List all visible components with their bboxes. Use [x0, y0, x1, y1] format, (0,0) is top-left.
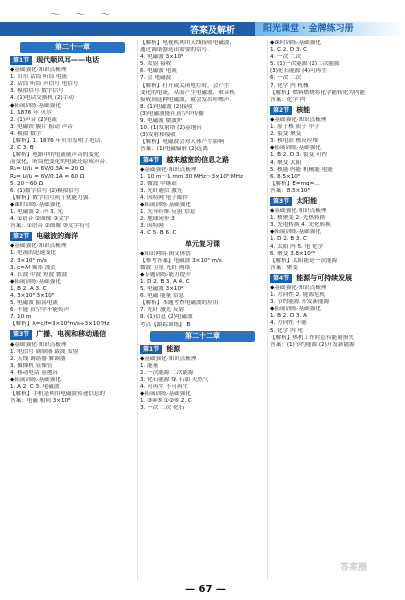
- text-line: 2. 微波 中继站: [140, 180, 177, 187]
- text-line: 4. 移动电话 基地台: [10, 369, 59, 376]
- text-line: 通过调谐器选出需要的信号.: [140, 47, 209, 54]
- text-line: 5. 核能 内能 机械能 电能: [270, 166, 333, 173]
- text-line: ◆基础强化·知识点梳理: [270, 285, 327, 291]
- section-tag: 第3节: [10, 330, 32, 339]
- text-line: 1. 1876 年 贝尔: [10, 109, 52, 116]
- column-1: [10, 40, 135, 580]
- text-line: 3. 一次 二次 化石: [140, 405, 185, 412]
- text-line: 1. B 2. D 3. 裂变 可控: [270, 152, 328, 159]
- text-line: 【解析】λ=c/f=3×10⁸m/s÷3×10⁷Hz: [10, 321, 110, 328]
- text-line: 6. 一次 二次: [270, 75, 302, 82]
- text-line: ◆基础强化·知识点梳理: [10, 243, 67, 250]
- section-title: 现代顺风耳——电话: [36, 56, 100, 64]
- text-line: 【解析】电磁波会对人体产生影响: [140, 139, 224, 146]
- text-line: ◆拓展训练·基础强化: [270, 229, 321, 236]
- text-line: 【解析】太阳能是一次能源: [270, 257, 338, 264]
- column-3: [270, 40, 398, 580]
- text-line: ◆拓展训练·基础强化: [270, 145, 321, 152]
- text-line: 答案：聚变: [270, 264, 298, 271]
- text-line: 1. 贝尔 话筒 听筒 电流: [10, 74, 68, 81]
- text-line: 7. 光纤 激光 反射: [140, 307, 185, 314]
- text-line: ◆基础强化·知识点梳理: [270, 208, 327, 215]
- section-body: [10, 67, 135, 230]
- column-divider: [267, 40, 268, 580]
- text-line: 4. 方向性 不能: [270, 320, 307, 327]
- text-line: 7. 10 m: [10, 314, 32, 321]
- text-line: 6. (1)数字信号 (2)模拟信号: [10, 187, 80, 194]
- page-number: — 67 —: [185, 584, 226, 595]
- text-line: 2. 裂变 聚变: [270, 131, 302, 138]
- text-line: 1. D 2. B 3. A 4. C: [140, 279, 190, 285]
- text-line: 1. A 2. C 3. 电磁波: [10, 384, 60, 391]
- section-tag: 第3节: [270, 197, 292, 206]
- text-line: ◆拓展训练·基础强化: [140, 391, 191, 398]
- text-line: 7. 会 电磁波: [140, 75, 172, 82]
- section-header: [270, 274, 398, 283]
- text-line: 3. c=λf 频率 波长: [10, 264, 57, 271]
- section-body: [140, 356, 265, 413]
- text-line: 2. 地球同步 3: [140, 216, 175, 223]
- header-left-title: 答案及解析: [190, 26, 236, 36]
- text-line: 4. 太阳 内 5. 电 化学: [270, 243, 324, 250]
- text-line: 10. (1)发射塔 (2)基地台: [140, 125, 202, 132]
- text-line: 2. 天线 调谐器 解调器: [10, 355, 66, 362]
- text-line: 答案：(1)节约能源 (2)开发新能源: [270, 341, 355, 348]
- section-body: [10, 243, 135, 328]
- text-line: 考点【跟踪训练】 B: [140, 321, 191, 328]
- text-line: 4. 3×10⁸ 3×10⁸: [10, 293, 55, 299]
- text-line: 1. D 2. B 3. C: [270, 236, 307, 243]
- text-line: 1. 电磁波 2. 声 3. 光: [10, 208, 63, 215]
- text-line: 8. (1)信息 (2)电磁波: [140, 314, 193, 321]
- text-line: 【解析】燃料燃烧将化学能转化为内能: [270, 89, 366, 96]
- section-tag: 第2节: [10, 232, 32, 241]
- text-line: 6. 聚变 3.8×10²⁶: [270, 250, 316, 257]
- chapter-heading: 第二十二章: [150, 331, 255, 342]
- section-body: [10, 342, 135, 406]
- text-line: 6. 电磁 能量 信息: [140, 293, 185, 300]
- text-line: ◆专题训练·能力提升: [140, 271, 191, 278]
- text-line: 1. 电流的迅速变化: [10, 250, 57, 257]
- text-line: 1. 10 m～1 mm 30 MHz～3×10⁵ MHz: [140, 173, 243, 180]
- section-body: [270, 285, 398, 349]
- text-line: ◆拓展训练·基础强化: [10, 278, 61, 285]
- text-line: 6. 电磁波 电流: [140, 68, 177, 75]
- text-line: 3. 光电转换 4. 光化转换: [270, 222, 331, 229]
- text-line: ◆拓展训练·基础强化: [140, 202, 191, 209]
- text-line: ◆拓展训练·基础强化: [10, 377, 61, 384]
- text-line: ◆课时训练·基础强化: [270, 40, 321, 46]
- text-line: ◆基础强化·知识点梳理: [10, 67, 67, 74]
- section-body: [140, 251, 265, 329]
- section-body: [140, 40, 265, 154]
- text-line: 【解析】电路中的电流随声音的变化: [10, 152, 100, 159]
- text-line: 9. 电磁波 微波炉: [140, 118, 183, 125]
- chapter-heading: 第二十一章: [20, 42, 125, 53]
- text-line: (3)发射和接收: [140, 132, 176, 139]
- text-line: 4. 长波 中波 短波 微波: [10, 271, 68, 278]
- text-line: ◆知识网络·图文体悟: [140, 250, 191, 257]
- section-body: [140, 167, 265, 238]
- text-line: 答案：电磁 相同 3×10⁸: [10, 398, 71, 405]
- text-line: 1. 电信号 调制器 载波 发射: [10, 348, 79, 355]
- text-line: 微波 卫星 光纤 网络: [140, 264, 191, 271]
- text-line: 1. 核聚变 2. 光热转换: [270, 215, 326, 222]
- text-line: 【解析】电视机利用天线接收电磁波,: [140, 40, 232, 46]
- section-tag: 第4节: [140, 156, 162, 165]
- section-title: 能源与可持续发展: [296, 273, 353, 282]
- section-header: [10, 330, 135, 339]
- text-line: 6. 8.5×10⁸: [270, 173, 301, 180]
- text-line: ◆基础强化·知识点梳理: [270, 116, 327, 123]
- text-line: 1. 光导纤维 反射 信息: [140, 209, 196, 216]
- text-line: 4. 模拟 数字: [10, 130, 42, 137]
- watermark: 答案圈: [340, 563, 368, 573]
- text-line: ◆基础强化·知识点梳理: [140, 166, 197, 173]
- column-divider: [137, 40, 138, 580]
- text-line: 答案：8.5×10⁸: [270, 187, 310, 194]
- section-title: 太阳能: [296, 196, 318, 205]
- text-line: 而变化，听筒把变化的电流还原成声音.: [10, 159, 107, 166]
- text-line: 【参考答案】电磁波 3×10⁸ m/s: [140, 257, 222, 264]
- text-line: 1. 方向性 2. 能源危机: [270, 292, 326, 299]
- text-line: 3. 摄像机 显像管: [10, 362, 53, 369]
- text-line: 4. 电磁波 3×10⁸: [140, 54, 184, 61]
- section-header: [10, 56, 135, 65]
- column-2: [140, 40, 265, 580]
- text-line: 5. 化学 内 电: [270, 327, 304, 334]
- section-header: [270, 106, 398, 115]
- section-title: 电磁波的海洋: [36, 232, 79, 241]
- text-line: 5. 发射 接收: [140, 61, 172, 68]
- text-line: 2. 一次能源 二次能源: [140, 369, 194, 376]
- text-line: 接收到这种电磁波，就会发出咔嚓声.: [140, 96, 232, 103]
- text-line: 5. (1)一次能源 (2)二次能源: [270, 61, 340, 68]
- section-tag: 第2节: [270, 106, 292, 115]
- section-title: 越来越宽的信息之路: [166, 155, 230, 164]
- text-line: R₁= U/I₁ = 6V/0.3A = 20 Ω: [10, 166, 85, 173]
- text-line: 【解析】本题考查电磁波的应用: [140, 300, 219, 307]
- section-tag: 第4节: [270, 274, 292, 283]
- text-line: 4. C 5. B 6. C: [140, 230, 177, 237]
- text-line: 4. 聚变 太阳: [270, 159, 302, 166]
- text-line: ◆拓展训练·基础强化: [10, 102, 61, 109]
- text-line: 4. 可再生 不可再生: [140, 384, 189, 391]
- section-tag: 第1节: [140, 345, 162, 354]
- text-line: 变化的电流，从而产生电磁波，收音机: [140, 89, 236, 96]
- section-body: [270, 117, 398, 195]
- text-line: 1. B 2. D 3. A: [270, 313, 307, 320]
- text-line: 【解析】1. 1876 年贝尔发明了电话.: [10, 138, 103, 145]
- review-title: 单元复习课: [185, 239, 220, 248]
- section-title: 广播、电视和移动通信: [36, 330, 107, 339]
- text-line: ◆拓展训练·基础强化: [270, 306, 321, 313]
- text-line: 3. 核电站 核反应堆: [270, 138, 319, 145]
- text-line: 答案：(1)电磁辐射 (2)远离: [140, 146, 208, 153]
- text-line: 4. ①语音 ②图像 ③文字: [10, 216, 70, 223]
- birds-decoration-icon: 〜 〜 〜: [50, 10, 117, 21]
- text-line: 【解析】热机工作时总有能量损失: [270, 334, 354, 341]
- text-line: 2. (1)声音 (2)电流: [10, 116, 58, 123]
- text-line: 4. 因特网 电子邮件: [140, 194, 189, 201]
- text-line: 3. 因特网: [140, 223, 164, 230]
- text-line: ◆课时训练·基础强化: [10, 201, 61, 208]
- text-line: 答案：①语音 ②图像 ③文字符号: [10, 223, 91, 230]
- text-line: 2. C 3. B: [10, 145, 34, 152]
- section-header: [10, 232, 135, 241]
- section-header: [140, 156, 265, 165]
- section-title: 核能: [296, 105, 311, 114]
- text-line: (3)电磁波能在真空中传播: [140, 110, 204, 117]
- text-line: ◆基础强化·知识点梳理: [140, 355, 197, 362]
- text-line: 5. 20～60 Ω: [10, 180, 43, 187]
- section-header: [140, 345, 265, 354]
- text-line: ◆基础强化·知识点梳理: [10, 341, 67, 348]
- text-line: 3. 光纤通信 激光: [140, 187, 183, 194]
- text-line: 3. 化石能源 煤 石油 天然气: [140, 377, 209, 384]
- text-line: 【解析】数字信号抗干扰能力强.: [10, 194, 91, 201]
- text-line: 3. 模拟信号 数字信号: [10, 88, 64, 95]
- text-line: 3. 电磁铁 膜片 振动 声音: [10, 123, 73, 130]
- text-line: 7. 化学 内 机械: [270, 82, 309, 89]
- text-line: 1. C 2. D 3. C: [270, 47, 308, 54]
- text-line: R₂= U/I₂ = 6V/0.1A = 60 Ω: [10, 173, 85, 180]
- section-body: [270, 208, 398, 272]
- text-line: (3)化石能源 (4)可再生: [270, 68, 327, 75]
- text-line: 8. (1)电磁波 (2)接收: [140, 103, 193, 110]
- text-line: 4. 一次 二次: [270, 54, 302, 61]
- text-line: 1. 原子核 质子 中子: [270, 124, 320, 131]
- text-line: 【解析】打开或关闭电灯时，会产生: [140, 82, 230, 89]
- text-line: 5. 电磁波 振荡电流: [10, 300, 59, 307]
- text-line: 6. 不能 真空中不能传声: [10, 307, 70, 314]
- text-line: 2. 话筒 听筒 声信号 电信号: [10, 81, 79, 88]
- text-line: 1. ③④⑤ ①②⑥ 2. C: [140, 398, 192, 405]
- text-line: 1. B 2. A 3. C: [10, 285, 47, 292]
- section-tag: 第1节: [10, 56, 32, 65]
- page-header: [0, 0, 405, 36]
- header-right-title: 阳光课堂 · 金牌练习册: [255, 22, 405, 36]
- section-header: [270, 197, 398, 206]
- text-line: 【解析】手机是利用电磁波传递信息的: [10, 391, 106, 398]
- text-line: 2. 3×10⁸ m/s: [10, 257, 47, 264]
- text-line: 1. 能量: [140, 362, 159, 369]
- section-body: [270, 40, 398, 104]
- text-line: 答案：化学 内: [270, 96, 306, 103]
- text-line: 3. 节约能源 开发新能源: [270, 299, 330, 306]
- text-line: 【解析】E=mq=…: [270, 180, 320, 187]
- text-line: 4. (1)电话交换机 (2)手动: [10, 95, 74, 102]
- text-line: 5. 电磁波 3×10⁸: [140, 286, 184, 293]
- section-title: 能源: [166, 344, 181, 353]
